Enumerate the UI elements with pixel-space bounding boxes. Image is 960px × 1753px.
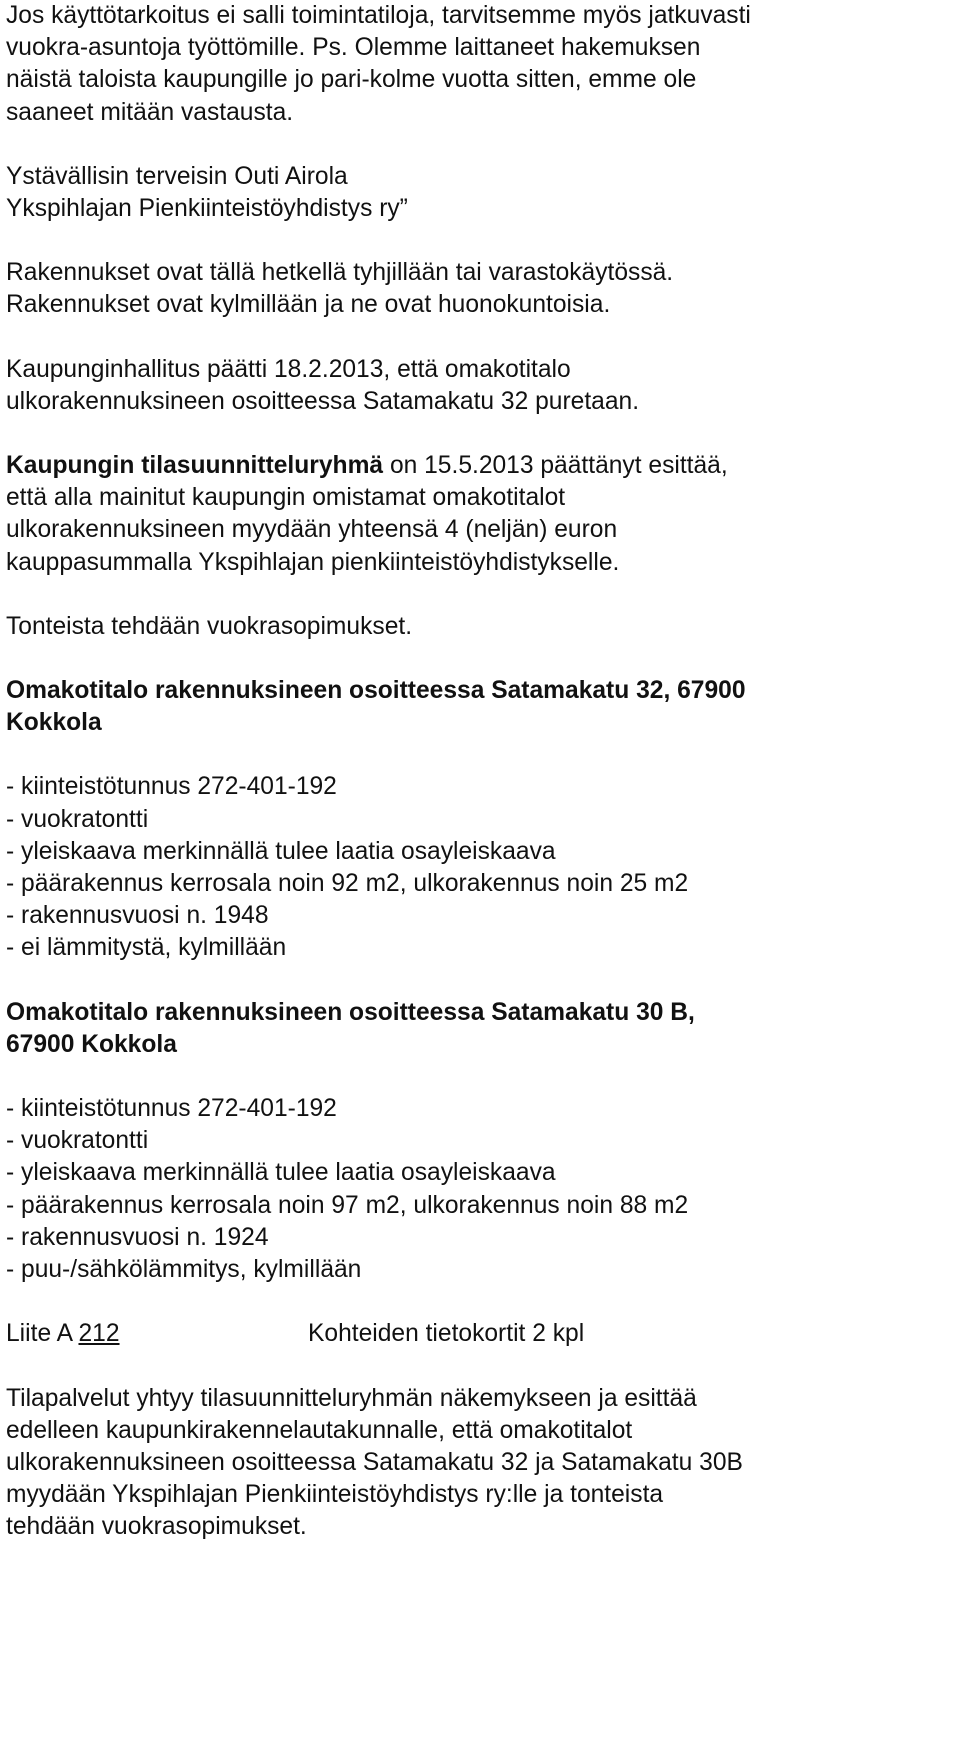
appendix-line: [6, 1318, 956, 1350]
appendix-title: Kohteiden tietokortit 2 kpl: [308, 1320, 585, 1348]
list-item: - vuokratontti: [6, 1127, 149, 1155]
property-heading: Kokkola: [6, 709, 102, 737]
group-name: Kaupungin tilasuunnitteluryhmä: [6, 452, 384, 480]
appendix-number: 212: [78, 1320, 120, 1348]
decision-paragraph: [6, 354, 956, 418]
property-heading: 67900 Kokkola: [6, 1030, 177, 1058]
text-line: tehdään vuokrasopimukset.: [6, 1513, 307, 1541]
property-2: [6, 997, 956, 1287]
text-line: edelleen kaupunkirakennelautakunnalle, että omakotitalot: [6, 1416, 633, 1444]
text-line: saaneet mitään vastausta.: [6, 98, 294, 126]
property-1: [6, 675, 956, 965]
list-item: - vuokratontti: [6, 805, 149, 833]
text-line: kauppasummalla Ykspihlajan pienkiinteistöyhdistykselle.: [6, 548, 620, 576]
text-line: [6, 450, 956, 482]
text-line: näistä taloista kaupungille jo pari-kolme vuotta sitten, emme ole: [6, 66, 697, 94]
text-line: että alla mainitut kaupungin omistamat omakotitalot: [6, 484, 566, 512]
text-line: myydään Ykspihlajan Pienkiinteistöyhdistys ry:lle ja tonteista: [6, 1481, 664, 1509]
list-item: - päärakennus kerrosala noin 92 m2, ulkorakennus noin 25 m2: [6, 870, 689, 898]
text-line: Kaupunginhallitus päätti 18.2.2013, että omakotitalo: [6, 355, 571, 383]
list-item: - päärakennus kerrosala noin 97 m2, ulkorakennus noin 88 m2: [6, 1191, 689, 1219]
conclusion-paragraph: [6, 1383, 956, 1544]
condition-paragraph: [6, 257, 956, 321]
lease-line: Tonteista tehdään vuokrasopimukset.: [6, 612, 413, 640]
appendix-prefix: Liite A: [6, 1320, 72, 1348]
text-line: Tilapalvelut yhtyy tilasuunnitteluryhmän näkemykseen ja esittää: [6, 1384, 697, 1412]
text-line: ulkorakennuksineen myydään yhteensä 4 (neljän) euron: [6, 516, 618, 544]
list-item: - ei lämmitystä, kylmillään: [6, 934, 287, 962]
greeting-paragraph: [6, 161, 956, 225]
intro-paragraph: [6, 0, 956, 129]
list-item: - yleiskaava merkinnällä tulee laatia osayleiskaava: [6, 837, 556, 865]
group-statement: on 15.5.2013 päättänyt esittää,: [383, 452, 728, 480]
list-item: - kiinteistötunnus 272-401-192: [6, 1095, 337, 1123]
list-item: - rakennusvuosi n. 1924: [6, 1223, 269, 1251]
text-line: ulkorakennuksineen osoitteessa Satamakatu 32 puretaan.: [6, 387, 640, 415]
list-item: - puu-/sähkölämmitys, kylmillään: [6, 1256, 362, 1284]
group-paragraph: [6, 450, 956, 579]
text-line: Rakennukset ovat kylmillään ja ne ovat huonokuntoisia.: [6, 291, 611, 319]
text-line: ulkorakennuksineen osoitteessa Satamakatu 32 ja Satamakatu 30B: [6, 1448, 743, 1476]
property-heading: Omakotitalo rakennuksineen osoitteessa Satamakatu 30 B,: [6, 998, 695, 1026]
list-item: - kiinteistötunnus 272-401-192: [6, 773, 337, 801]
text-line: Ystävällisin terveisin Outi Airola: [6, 162, 348, 190]
property-heading: Omakotitalo rakennuksineen osoitteessa Satamakatu 32, 67900: [6, 677, 746, 705]
text-line: Rakennukset ovat tällä hetkellä tyhjillään tai varastokäytössä.: [6, 259, 674, 287]
text-line: vuokra-asuntoja työttömille. Ps. Olemme laittaneet hakemuksen: [6, 34, 701, 62]
list-item: - yleiskaava merkinnällä tulee laatia osayleiskaava: [6, 1159, 556, 1187]
text-line: Jos käyttötarkoitus ei salli toimintatiloja, tarvitsemme myös jatkuvasti: [6, 2, 751, 29]
appendix-code: [6, 1318, 308, 1350]
document-body: [6, 0, 956, 1544]
text-line: Ykspihlajan Pienkiinteistöyhdistys ry”: [6, 195, 408, 223]
list-item: - rakennusvuosi n. 1948: [6, 902, 269, 930]
